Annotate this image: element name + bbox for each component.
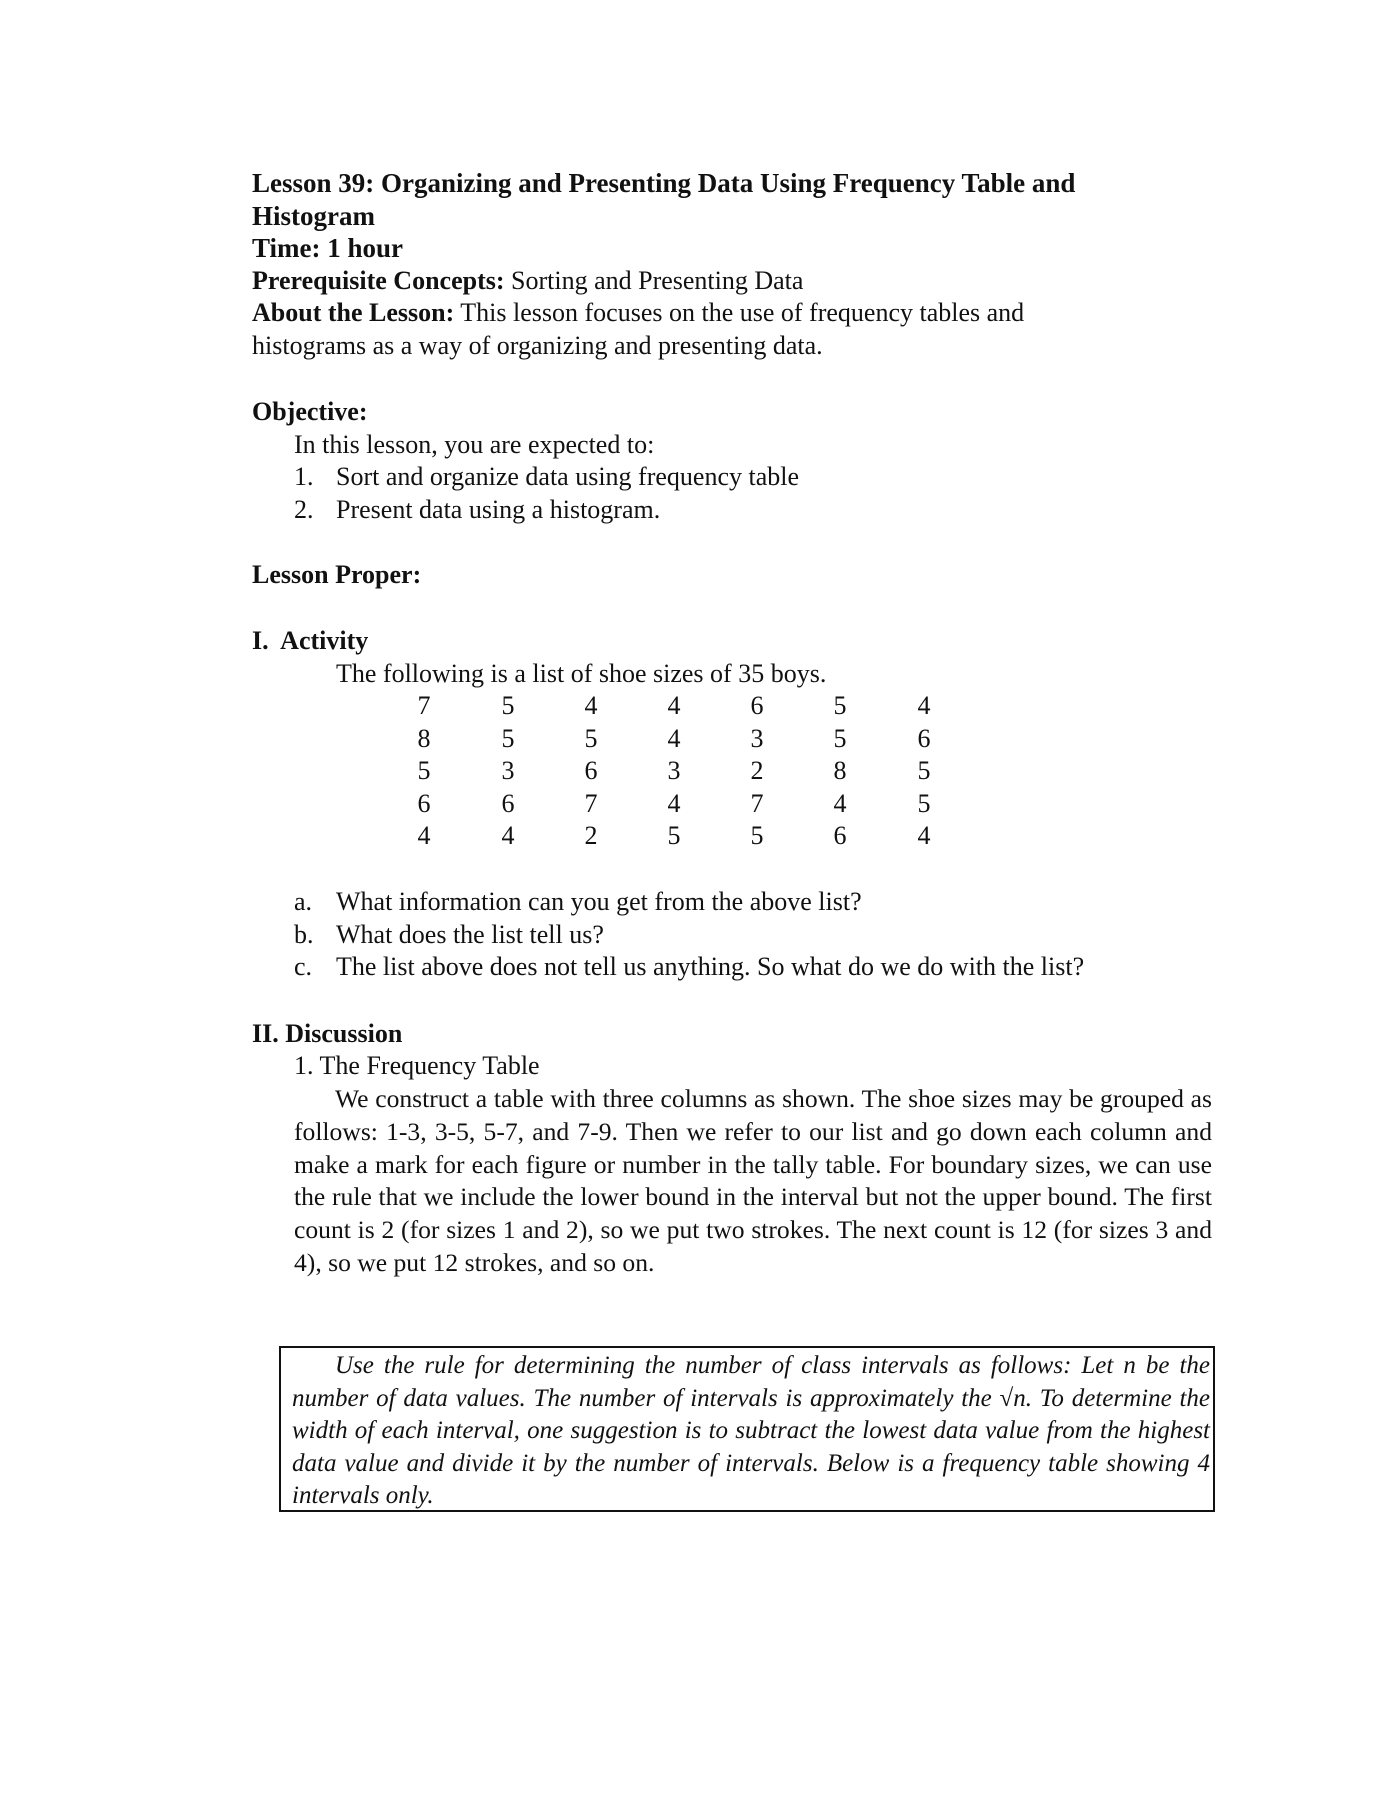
discussion-heading: II. Discussion xyxy=(252,1019,403,1048)
shoe-size-cell: 7 xyxy=(750,788,764,818)
shoe-size-cell: 6 xyxy=(917,723,931,753)
shoe-size-cell: 5 xyxy=(833,691,847,720)
shoe-size-cell: 4 xyxy=(417,821,431,851)
shoe-size-cell: 6 xyxy=(501,788,515,818)
shoe-size-cell: 4 xyxy=(584,691,598,720)
prerequisite-concepts xyxy=(252,265,803,297)
about-value-line-2: histograms as a way of organizing and presenting data. xyxy=(252,331,823,360)
shoe-size-cell: 4 xyxy=(501,821,515,851)
shoe-size-cell: 5 xyxy=(917,756,931,786)
objective-item-2 xyxy=(294,494,660,526)
activity-heading: I. Activity xyxy=(252,626,369,655)
class-interval-note xyxy=(292,1350,1210,1513)
shoe-size-cell: 2 xyxy=(750,756,764,786)
shoe-size-cell: 5 xyxy=(417,756,431,786)
shoe-size-cell: 3 xyxy=(667,756,681,786)
question-marker: c. xyxy=(294,952,313,981)
objective-item-text: Sort and organize data using frequency table xyxy=(336,462,800,491)
objective-heading: Objective: xyxy=(252,397,368,426)
shoe-size-cell: 3 xyxy=(501,756,515,786)
question-marker: b. xyxy=(294,920,314,949)
discussion-paragraph xyxy=(294,1083,1212,1280)
question-c xyxy=(294,951,1084,983)
shoe-size-cell: 5 xyxy=(667,821,681,851)
question-text: What information can you get from the above list? xyxy=(336,887,862,916)
question-a xyxy=(294,886,862,918)
lesson-title-line-2: Histogram xyxy=(252,201,375,231)
question-text: The list above does not tell us anything. So what do we do with the list? xyxy=(336,952,1085,981)
activity-intro: The following is a list of shoe sizes of 35 boys. xyxy=(336,659,827,688)
shoe-size-cell: 5 xyxy=(833,723,847,753)
shoe-size-cell: 4 xyxy=(667,691,681,720)
frequency-table-subheading: 1. The Frequency Table xyxy=(294,1051,540,1080)
shoe-size-cell: 6 xyxy=(417,788,431,818)
objective-item-1 xyxy=(294,461,799,493)
question-b xyxy=(294,919,604,951)
shoe-size-cell: 5 xyxy=(917,788,931,818)
shoe-size-cell: 7 xyxy=(417,691,431,720)
shoe-size-cell: 4 xyxy=(917,691,931,720)
shoe-size-cell: 2 xyxy=(584,821,598,851)
shoe-size-cell: 5 xyxy=(501,691,515,720)
question-text: What does the list tell us? xyxy=(336,920,604,949)
about-label: About the Lesson: xyxy=(252,298,455,327)
prerequisite-value: Sorting and Presenting Data xyxy=(504,266,804,295)
objective-item-marker: 1. xyxy=(294,462,314,491)
shoe-size-cell: 4 xyxy=(917,821,931,851)
shoe-size-cell: 4 xyxy=(667,788,681,818)
objective-item-text: Present data using a histogram. xyxy=(336,495,661,524)
question-marker: a. xyxy=(294,887,313,916)
class-interval-note-text: Use the rule for determining the number of class intervals as follows: Let n be the number of data values. The number of intervals is approximately the √n. To determine the width of each interval, one suggestion is to subtract the lowest data value from the highest data value and divide it by the number of intervals. Below is a frequency table showing 4 intervals only. xyxy=(292,1352,1210,1509)
lesson-title-line-1: Lesson 39: Organizing and Presenting Data Using Frequency Table and xyxy=(252,168,1076,198)
shoe-size-cell: 5 xyxy=(584,723,598,753)
shoe-size-cell: 4 xyxy=(833,788,847,818)
shoe-size-cell: 6 xyxy=(750,691,764,720)
prerequisite-label: Prerequisite Concepts: xyxy=(252,266,505,295)
lesson-proper-heading: Lesson Proper: xyxy=(252,560,422,589)
shoe-size-cell: 8 xyxy=(833,756,847,786)
shoe-size-cell: 5 xyxy=(501,723,515,753)
shoe-size-cell: 5 xyxy=(750,821,764,851)
objective-intro: In this lesson, you are expected to: xyxy=(294,430,655,459)
shoe-size-cell: 4 xyxy=(667,723,681,753)
shoe-size-cell: 7 xyxy=(584,788,598,818)
about-value-line-1: This lesson focuses on the use of frequency tables and xyxy=(454,298,1025,327)
time-label: Time: 1 hour xyxy=(252,233,404,263)
objective-item-marker: 2. xyxy=(294,495,314,524)
shoe-size-cell: 6 xyxy=(833,821,847,851)
discussion-paragraph-text: We construct a table with three columns as shown. The shoe sizes may be grouped as follows: 1-3, 3-5, 5-7, and 7-9. Then we refer to our list and go down each column and make a mark for each figure or number in the tally table. For boundary sizes, we can use the rule that we include the lower bound in the interval but not the upper bound. The first count is 2 (for sizes 1 and 2), so we put two strokes. The next count is 12 (for sizes 3 and 4), so we put 12 strokes, and so on. xyxy=(294,1084,1212,1277)
shoe-size-cell: 3 xyxy=(750,723,764,753)
about-the-lesson xyxy=(252,297,1024,329)
shoe-size-cell: 6 xyxy=(584,756,598,786)
shoe-size-cell: 8 xyxy=(417,723,431,753)
